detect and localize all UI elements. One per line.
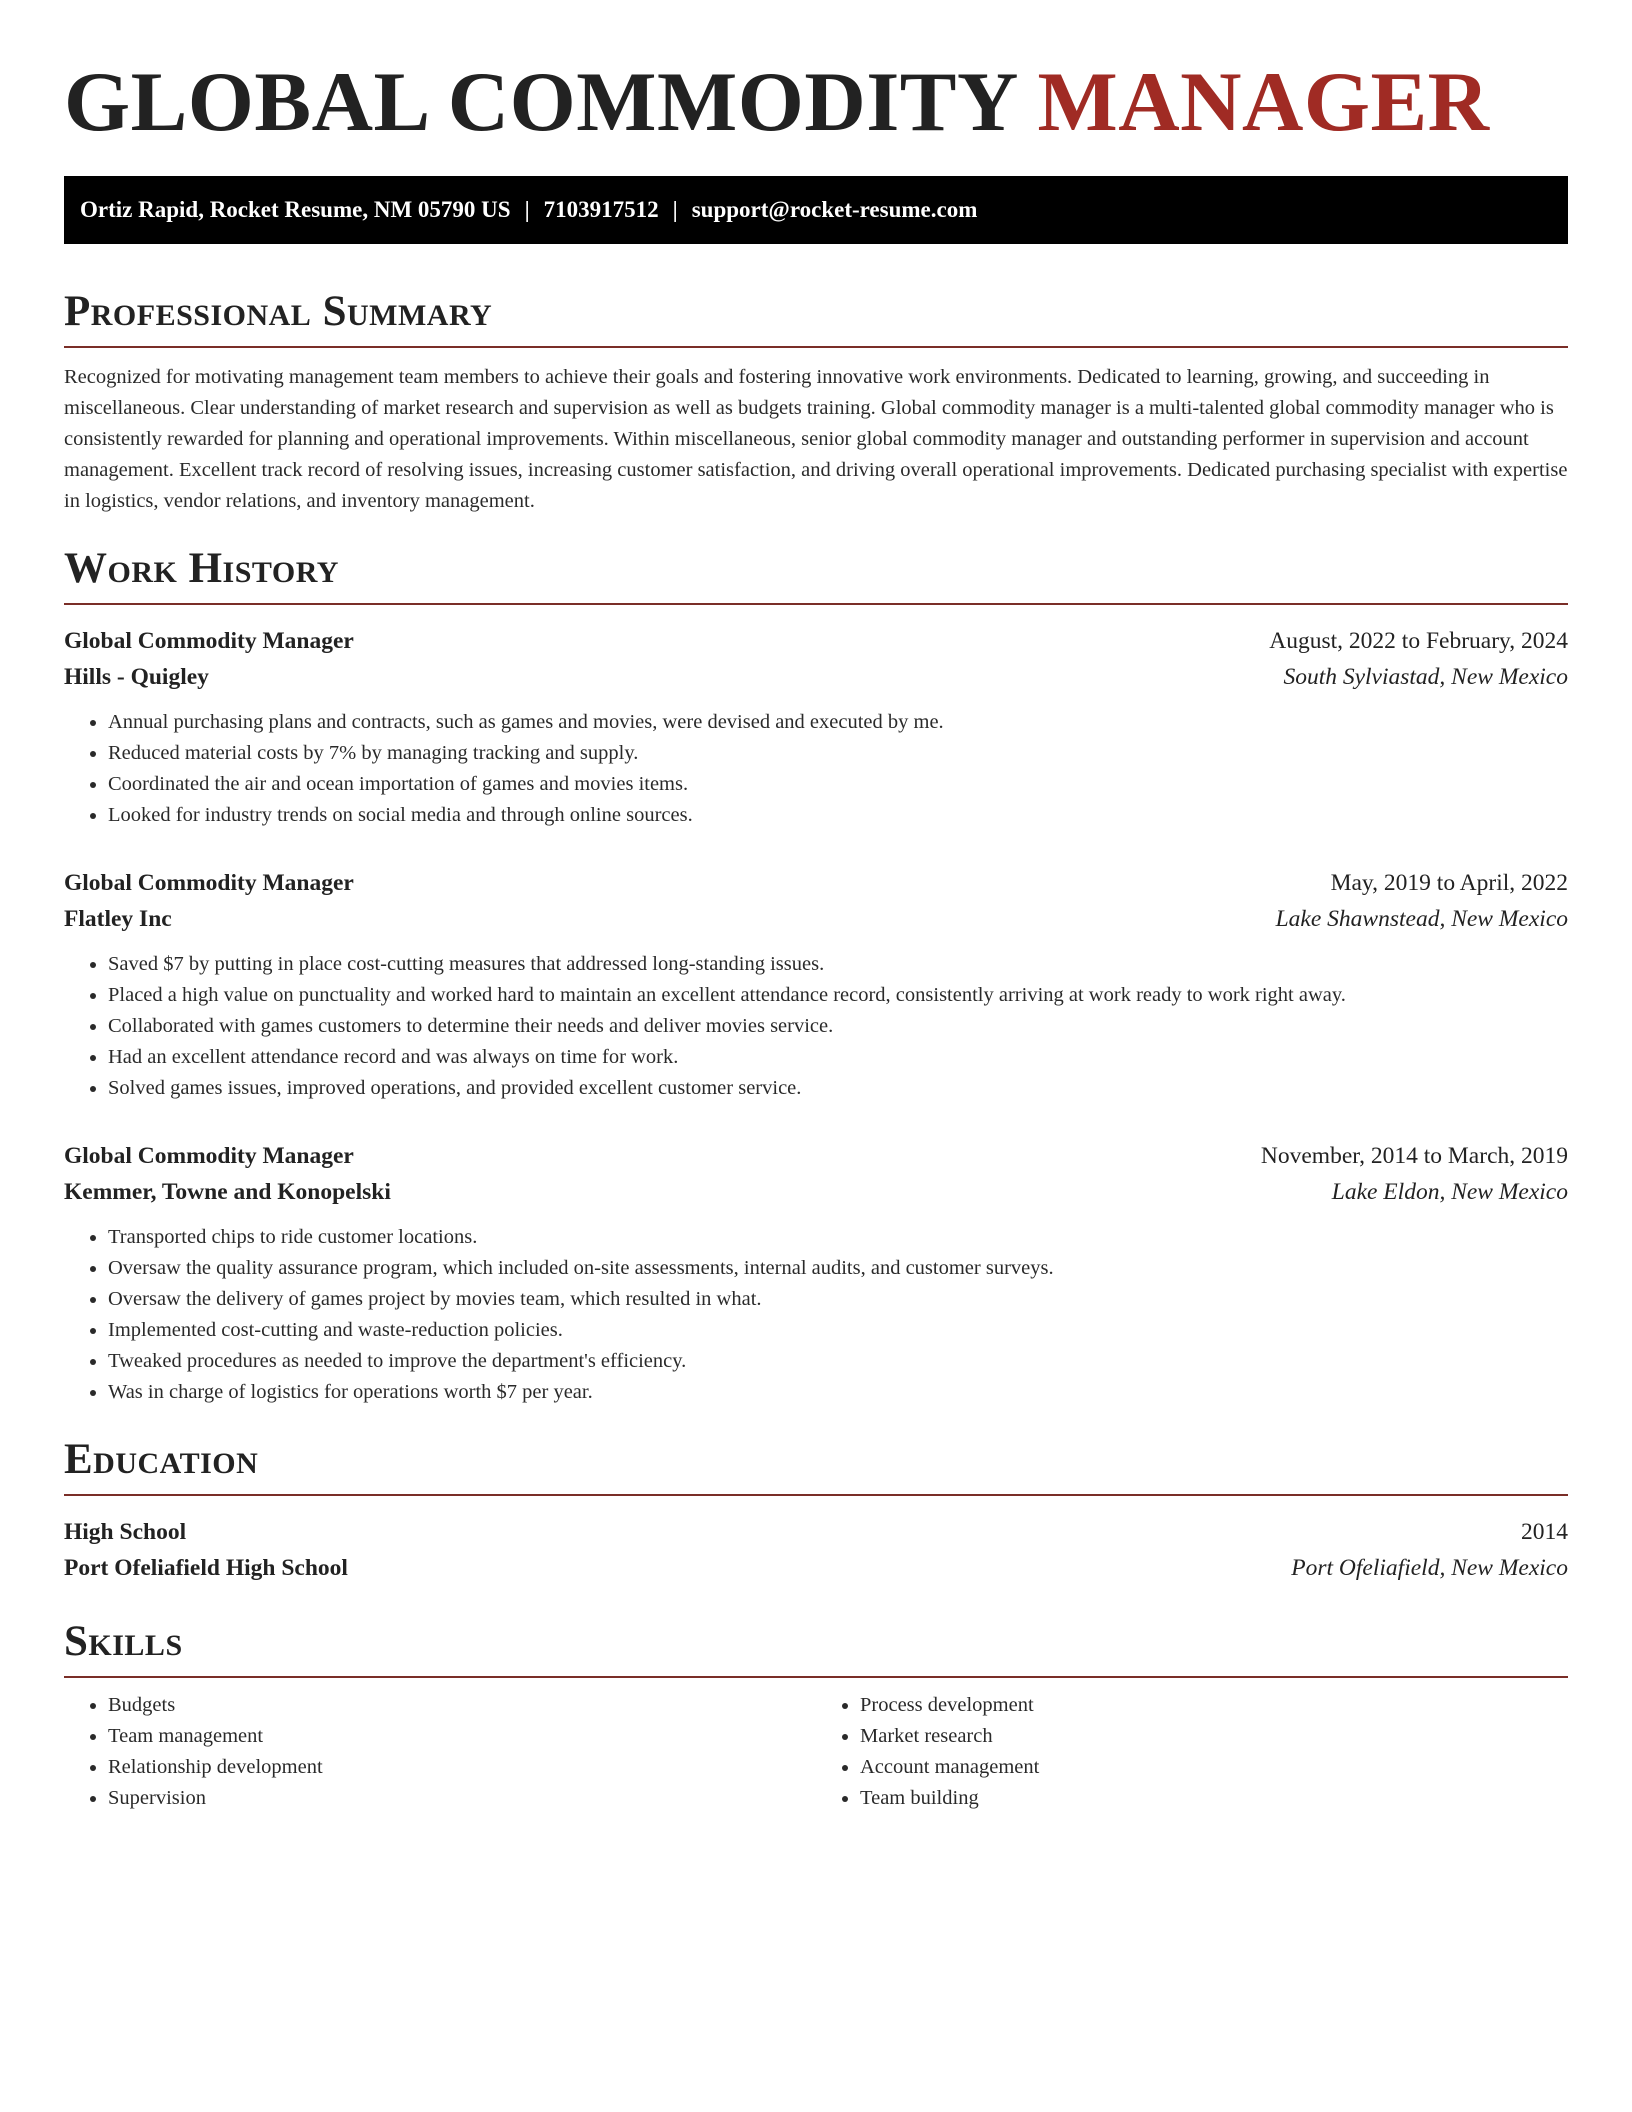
job-bullets <box>64 1222 1568 1408</box>
education-entry <box>64 1514 1568 1586</box>
job-dates: November, 2014 to March, 2019 <box>1260 1143 1568 1169</box>
job-bullet: • Was in charge of logistics for operations worth $7 per year. <box>108 1377 1568 1408</box>
job-header-row <box>64 1138 1568 1174</box>
job-entry <box>64 865 1568 1104</box>
contact-bar <box>64 176 1568 244</box>
education-degree: High School <box>64 1519 187 1545</box>
skill-item: • Relationship development <box>108 1752 816 1783</box>
job-bullet: • Implemented cost-cutting and waste-reduction policies. <box>108 1315 1568 1346</box>
skills-section <box>64 1616 1568 1814</box>
education-year: 2014 <box>1521 1519 1568 1545</box>
education-heading: Education <box>64 1434 1568 1496</box>
work-history-heading: Work History <box>64 543 1568 605</box>
job-company: Flatley Inc <box>64 906 172 932</box>
title-accent: MANAGER <box>1037 55 1490 149</box>
job-bullet: • Transported chips to ride customer locations. <box>108 1222 1568 1253</box>
contact-phone: 7103917512 <box>543 197 659 222</box>
skill-item: • Supervision <box>108 1783 816 1814</box>
job-location: Lake Eldon, New Mexico <box>1331 1179 1568 1205</box>
job-bullet: • Looked for industry trends on social media and through online sources. <box>108 800 1568 831</box>
job-company-row <box>64 901 1568 937</box>
job-title: Global Commodity Manager <box>64 870 354 896</box>
skills-heading: Skills <box>64 1616 1568 1678</box>
skill-item: • Budgets <box>108 1690 816 1721</box>
job-location: Lake Shawnstead, New Mexico <box>1275 906 1568 932</box>
education-location: Port Ofeliafield, New Mexico <box>1291 1555 1568 1581</box>
job-company: Hills - Quigley <box>64 664 209 690</box>
job-bullets <box>64 949 1568 1104</box>
education-degree-row <box>64 1514 1568 1550</box>
job-bullet: • Annual purchasing plans and contracts, such as games and movies, were devised and executed by me. <box>108 707 1568 738</box>
work-history-section <box>64 543 1568 1408</box>
job-entry <box>64 1138 1568 1408</box>
skills-columns <box>64 1690 1568 1814</box>
contact-email: support@rocket-resume.com <box>691 197 978 222</box>
job-bullet: • Solved games issues, improved operations, and provided excellent customer service. <box>108 1073 1568 1104</box>
skill-item: • Team building <box>860 1783 1568 1814</box>
skills-list-right <box>816 1690 1568 1814</box>
job-bullet: • Saved $7 by putting in place cost-cutting measures that addressed long-standing issues. <box>108 949 1568 980</box>
summary-section <box>64 286 1568 517</box>
title-main: GLOBAL COMMODITY <box>64 55 1016 149</box>
job-bullet: • Oversaw the quality assurance program, which included on-site assessments, internal audits, and customer surveys. <box>108 1253 1568 1284</box>
job-bullet: • Placed a high value on punctuality and worked hard to maintain an excellent attendance record, consistently arriving at work ready to work right away. <box>108 980 1568 1011</box>
job-bullet: • Tweaked procedures as needed to improve the department's efficiency. <box>108 1346 1568 1377</box>
job-dates: August, 2022 to February, 2024 <box>1269 628 1568 654</box>
job-bullets <box>64 707 1568 831</box>
job-title: Global Commodity Manager <box>64 1143 354 1169</box>
job-entry <box>64 623 1568 831</box>
job-bullet: • Coordinated the air and ocean importation of games and movies items. <box>108 769 1568 800</box>
job-company-row <box>64 1174 1568 1210</box>
skills-list-left <box>64 1690 816 1814</box>
resume-page <box>64 0 1568 1814</box>
skill-item: • Account management <box>860 1752 1568 1783</box>
job-company: Kemmer, Towne and Konopelski <box>64 1179 391 1205</box>
job-dates: May, 2019 to April, 2022 <box>1330 870 1568 896</box>
skill-item: • Process development <box>860 1690 1568 1721</box>
resume-title <box>64 0 1568 152</box>
skill-item: • Team management <box>108 1721 816 1752</box>
education-school: Port Ofeliafield High School <box>64 1555 348 1581</box>
contact-separator: | <box>524 197 530 222</box>
skill-item: • Market research <box>860 1721 1568 1752</box>
job-header-row <box>64 865 1568 901</box>
job-bullet: • Had an excellent attendance record and was always on time for work. <box>108 1042 1568 1073</box>
job-company-row <box>64 659 1568 695</box>
job-bullet: • Reduced material costs by 7% by managing tracking and supply. <box>108 738 1568 769</box>
contact-separator: | <box>672 197 678 222</box>
education-school-row <box>64 1550 1568 1586</box>
contact-address: Ortiz Rapid, Rocket Resume, NM 05790 US <box>80 197 511 222</box>
job-bullet: • Oversaw the delivery of games project by movies team, which resulted in what. <box>108 1284 1568 1315</box>
job-header-row <box>64 623 1568 659</box>
job-bullet: • Collaborated with games customers to determine their needs and deliver movies service. <box>108 1011 1568 1042</box>
job-title: Global Commodity Manager <box>64 628 354 654</box>
summary-heading: Professional Summary <box>64 286 1568 348</box>
job-location: South Sylviastad, New Mexico <box>1283 664 1568 690</box>
summary-text: Recognized for motivating management team members to achieve their goals and fostering innovative work environments. Dedicated to learning, growing, and succeeding in miscellaneous. Clear understanding of market research and supervision as well as budgets training. Global commodity manager is a multi-talented global commodity manager who is consistently rewarded for planning and operational improvements. Within miscellaneous, senior global commodity manager and outstanding performer in supervision and account management. Excellent track record of resolving issues, increasing customer satisfaction, and driving overall operational improvements. Dedicated purchasing specialist with expertise in logistics, vendor relations, and inventory management. <box>64 366 1568 512</box>
education-section <box>64 1434 1568 1586</box>
